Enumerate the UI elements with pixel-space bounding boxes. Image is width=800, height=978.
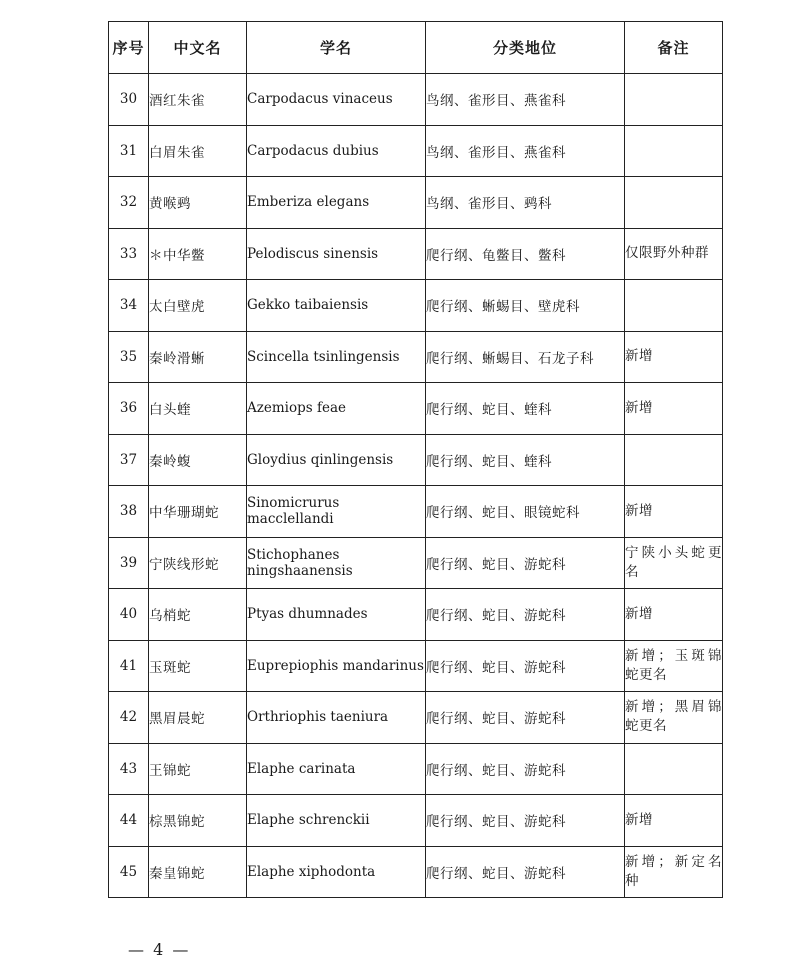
cell-scientific-name: Pelodiscus sinensis: [247, 228, 426, 280]
cell-scientific-name: Elaphe carinata: [247, 743, 426, 795]
table-row: [109, 486, 723, 538]
table-row: [109, 846, 723, 898]
cell-number: 34: [109, 280, 149, 332]
cell-scientific-name: Stichophanes ningshaanensis: [247, 537, 426, 589]
cell-chinese-name: 玉斑蛇: [149, 640, 247, 692]
cell-number: 43: [109, 743, 149, 795]
table-header: [109, 22, 723, 74]
cell-scientific-name: Azemiops feae: [247, 383, 426, 435]
cell-number: 42: [109, 692, 149, 744]
cell-remarks: [625, 434, 723, 486]
cell-classification: 爬行纲、蛇目、游蛇科: [426, 846, 625, 898]
cell-chinese-name: 宁陕线形蛇: [149, 537, 247, 589]
cell-number: 37: [109, 434, 149, 486]
cell-classification: 爬行纲、蜥蜴目、壁虎科: [426, 280, 625, 332]
cell-number: 32: [109, 177, 149, 229]
table-row: [109, 589, 723, 641]
cell-remarks: 新增: [625, 589, 723, 641]
species-table: [108, 21, 723, 898]
table-row: [109, 743, 723, 795]
cell-scientific-name: Sinomicrurus macclellandi: [247, 486, 426, 538]
cell-number: 41: [109, 640, 149, 692]
cell-scientific-name: Ptyas dhumnades: [247, 589, 426, 641]
header-remarks: 备注: [625, 22, 723, 74]
cell-classification: 爬行纲、蛇目、蝰科: [426, 383, 625, 435]
cell-number: 31: [109, 125, 149, 177]
table-row: [109, 228, 723, 280]
table-row: [109, 280, 723, 332]
cell-number: 44: [109, 795, 149, 847]
cell-number: 39: [109, 537, 149, 589]
cell-classification: 爬行纲、蛇目、游蛇科: [426, 537, 625, 589]
cell-number: 40: [109, 589, 149, 641]
cell-number: 30: [109, 74, 149, 126]
cell-chinese-name: ＊中华鳖: [149, 228, 247, 280]
cell-chinese-name: 黑眉晨蛇: [149, 692, 247, 744]
cell-number: 33: [109, 228, 149, 280]
table-row: [109, 537, 723, 589]
cell-scientific-name: Elaphe schrenckii: [247, 795, 426, 847]
table-row: [109, 125, 723, 177]
header-classification: 分类地位: [426, 22, 625, 74]
header-row: [109, 22, 723, 74]
cell-chinese-name: 棕黑锦蛇: [149, 795, 247, 847]
cell-classification: 爬行纲、蛇目、游蛇科: [426, 692, 625, 744]
cell-classification: 爬行纲、蛇目、游蛇科: [426, 589, 625, 641]
cell-chinese-name: 王锦蛇: [149, 743, 247, 795]
cell-chinese-name: 黄喉鹀: [149, 177, 247, 229]
cell-classification: 爬行纲、蛇目、眼镜蛇科: [426, 486, 625, 538]
table-row: [109, 640, 723, 692]
cell-remarks: [625, 177, 723, 229]
cell-scientific-name: Orthriophis taeniura: [247, 692, 426, 744]
cell-scientific-name: Gloydius qinlingensis: [247, 434, 426, 486]
table-row: [109, 177, 723, 229]
cell-number: 36: [109, 383, 149, 435]
cell-classification: 爬行纲、龟鳖目、鳖科: [426, 228, 625, 280]
cell-classification: 鸟纲、雀形目、燕雀科: [426, 74, 625, 126]
cell-classification: 爬行纲、蜥蜴目、石龙子科: [426, 331, 625, 383]
cell-remarks: 新增: [625, 383, 723, 435]
cell-number: 38: [109, 486, 149, 538]
cell-remarks: [625, 74, 723, 126]
cell-number: 45: [109, 846, 149, 898]
cell-classification: 爬行纲、蛇目、游蛇科: [426, 743, 625, 795]
cell-classification: 爬行纲、蛇目、游蛇科: [426, 640, 625, 692]
cell-chinese-name: 秦皇锦蛇: [149, 846, 247, 898]
cell-remarks: 新增；新定名种: [625, 846, 723, 898]
table-body: [109, 74, 723, 898]
cell-chinese-name: 中华珊瑚蛇: [149, 486, 247, 538]
cell-scientific-name: Scincella tsinlingensis: [247, 331, 426, 383]
header-scientific-name: 学名: [247, 22, 426, 74]
cell-chinese-name: 白眉朱雀: [149, 125, 247, 177]
cell-remarks: [625, 280, 723, 332]
cell-chinese-name: 秦岭滑蜥: [149, 331, 247, 383]
cell-remarks: 新增: [625, 795, 723, 847]
cell-chinese-name: 白头蝰: [149, 383, 247, 435]
cell-chinese-name: 酒红朱雀: [149, 74, 247, 126]
cell-remarks: [625, 743, 723, 795]
cell-chinese-name: 乌梢蛇: [149, 589, 247, 641]
header-chinese-name: 中文名: [149, 22, 247, 74]
table-row: [109, 434, 723, 486]
cell-remarks: 宁陕小头蛇更名: [625, 537, 723, 589]
cell-scientific-name: Carpodacus dubius: [247, 125, 426, 177]
table-row: [109, 74, 723, 126]
cell-scientific-name: Euprepiophis mandarinus: [247, 640, 426, 692]
cell-classification: 爬行纲、蛇目、蝰科: [426, 434, 625, 486]
cell-remarks: [625, 125, 723, 177]
table-row: [109, 795, 723, 847]
cell-scientific-name: Carpodacus vinaceus: [247, 74, 426, 126]
cell-classification: 鸟纲、雀形目、鹀科: [426, 177, 625, 229]
cell-remarks: 新增；玉斑锦蛇更名: [625, 640, 723, 692]
cell-scientific-name: Gekko taibaiensis: [247, 280, 426, 332]
cell-chinese-name: 太白壁虎: [149, 280, 247, 332]
cell-number: 35: [109, 331, 149, 383]
table-row: [109, 692, 723, 744]
cell-remarks: 新增: [625, 486, 723, 538]
table-row: [109, 331, 723, 383]
cell-chinese-name: 秦岭蝮: [149, 434, 247, 486]
table-row: [109, 383, 723, 435]
cell-scientific-name: Emberiza elegans: [247, 177, 426, 229]
cell-remarks: 新增；黑眉锦蛇更名: [625, 692, 723, 744]
cell-classification: 鸟纲、雀形目、燕雀科: [426, 125, 625, 177]
cell-scientific-name: Elaphe xiphodonta: [247, 846, 426, 898]
cell-remarks: 新增: [625, 331, 723, 383]
cell-remarks: 仅限野外种群: [625, 228, 723, 280]
header-no: 序号: [109, 22, 149, 74]
cell-classification: 爬行纲、蛇目、游蛇科: [426, 795, 625, 847]
page-number: — 4 —: [128, 940, 191, 959]
